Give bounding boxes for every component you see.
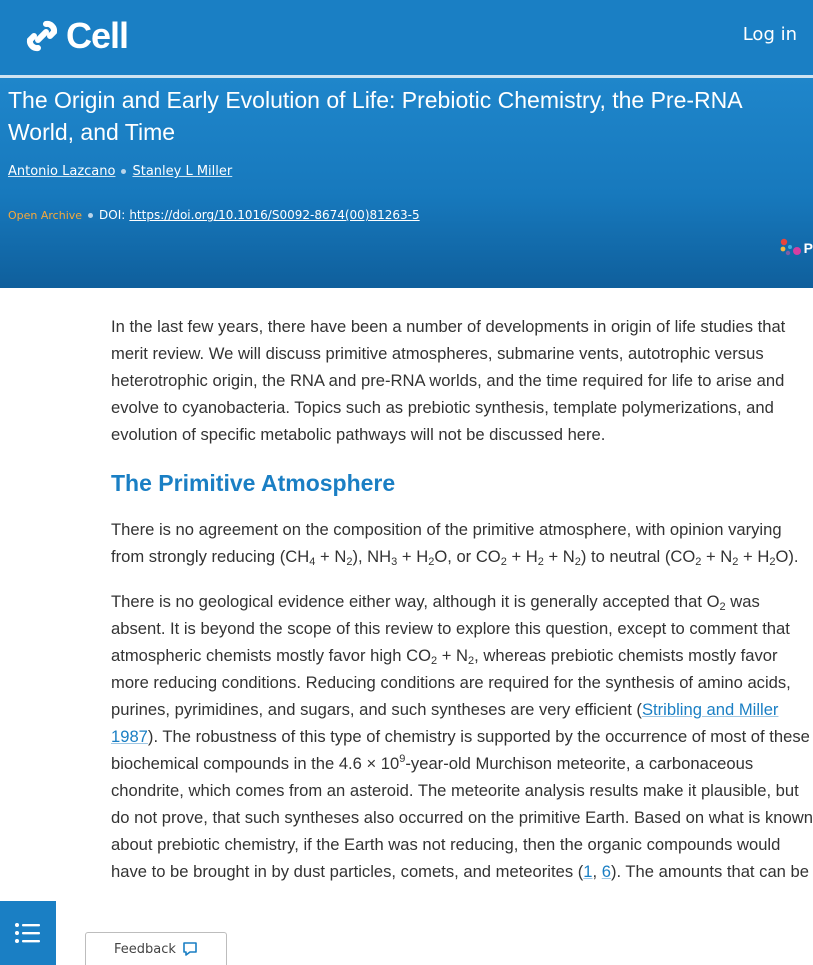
section-heading: The Primitive Atmosphere [111,470,396,496]
feedback-button[interactable] [85,932,227,965]
list-icon [14,921,42,945]
table-of-contents-button[interactable] [0,901,56,965]
plumx-icon [779,238,803,258]
body-paragraph: There is no agreement on the composition of the primitive atmosphere, with opinion varying from strongly reducing $(CH_4 + N_2)$, $NH_3 + H_2O$, or $CO_2 + H_2 + N_2$) to neutral $(CO_2 + N_2 + H_2O)$. [111,520,799,568]
cell-link-icon [24,18,60,54]
article-title: The Origin and Early Evolution of Life: Prebiotic Chemistry, the Pre-RNA World, and Time [8,87,742,145]
article-body [111,313,813,903]
article-meta [8,208,420,222]
open-archive-badge: Open Archive [8,208,83,222]
separator-dot [88,213,93,218]
author-link[interactable]: Antonio Lazcano [8,164,116,179]
citation-link[interactable]: 6 [601,862,611,881]
speech-bubble-icon [182,941,198,957]
doi-label: DOI: [99,208,126,222]
separator-dot [121,169,126,174]
plumx-label: P [803,240,813,256]
feedback-label: Feedback [114,941,176,957]
author-link[interactable]: Stanley L Miller [132,164,233,179]
citation-link[interactable]: Stribling and Miller 1987 [111,700,779,746]
cell-logo[interactable] [24,15,128,57]
intro-paragraph: In the last few years, there have been a number of developments in origin of life studies that merit review. We will discuss primitive atmospheres, submarine vents, autotrophic versus heterotrophic origin, the RNA and pre-RNA worlds, and the time required for life to arise and evolve to cyanobacteria. Topics such as prebiotic synthesis, template polymerizations, and evolution of specific metabolic pathways will not be discussed here. [111,317,786,444]
brand-name: Cell [66,15,129,56]
body-paragraph: There is no geological evidence either way, although it is generally accepted that $O_2$ was absent. It is beyond the scope of this review to explore this question, except to comment that atmospheric chemists mostly favor high $CO_2 + N_2$, whereas prebiotic chemists mostly favor more reducing conditions. Reducing conditions are required for the synthesis of amino acids, purines, pyrimidines, and sugars, and such syntheses are very efficient (Stribling and Miller 1987). The robustness of this type of chemistry is supported by the occurrence of most of these biochemical compounds in the $4.6 \times 10^9-year$-old Murchison meteorite, a carbonaceous chondrite, which comes from an asteroid. The meteorite analysis results make it plausible, but do not prove, that such syntheses also occurred on the primitive Earth. Based on what is known about prebiotic chemistry, if the Earth was not reducing, then the organic compounds would have to be brought in by dust particles, comets, and meteorites (1, 6). The amounts that can be [111,592,813,881]
login-link[interactable]: Log in [742,24,797,45]
article-header [0,78,813,288]
author-list [8,164,232,179]
citation-link[interactable]: 1 [583,862,593,881]
plumx-metrics-button[interactable] [779,238,813,258]
doi-link[interactable]: https://doi.org/10.1016/S0092-8674(00)81263-5 [129,208,420,222]
site-header [0,0,813,75]
